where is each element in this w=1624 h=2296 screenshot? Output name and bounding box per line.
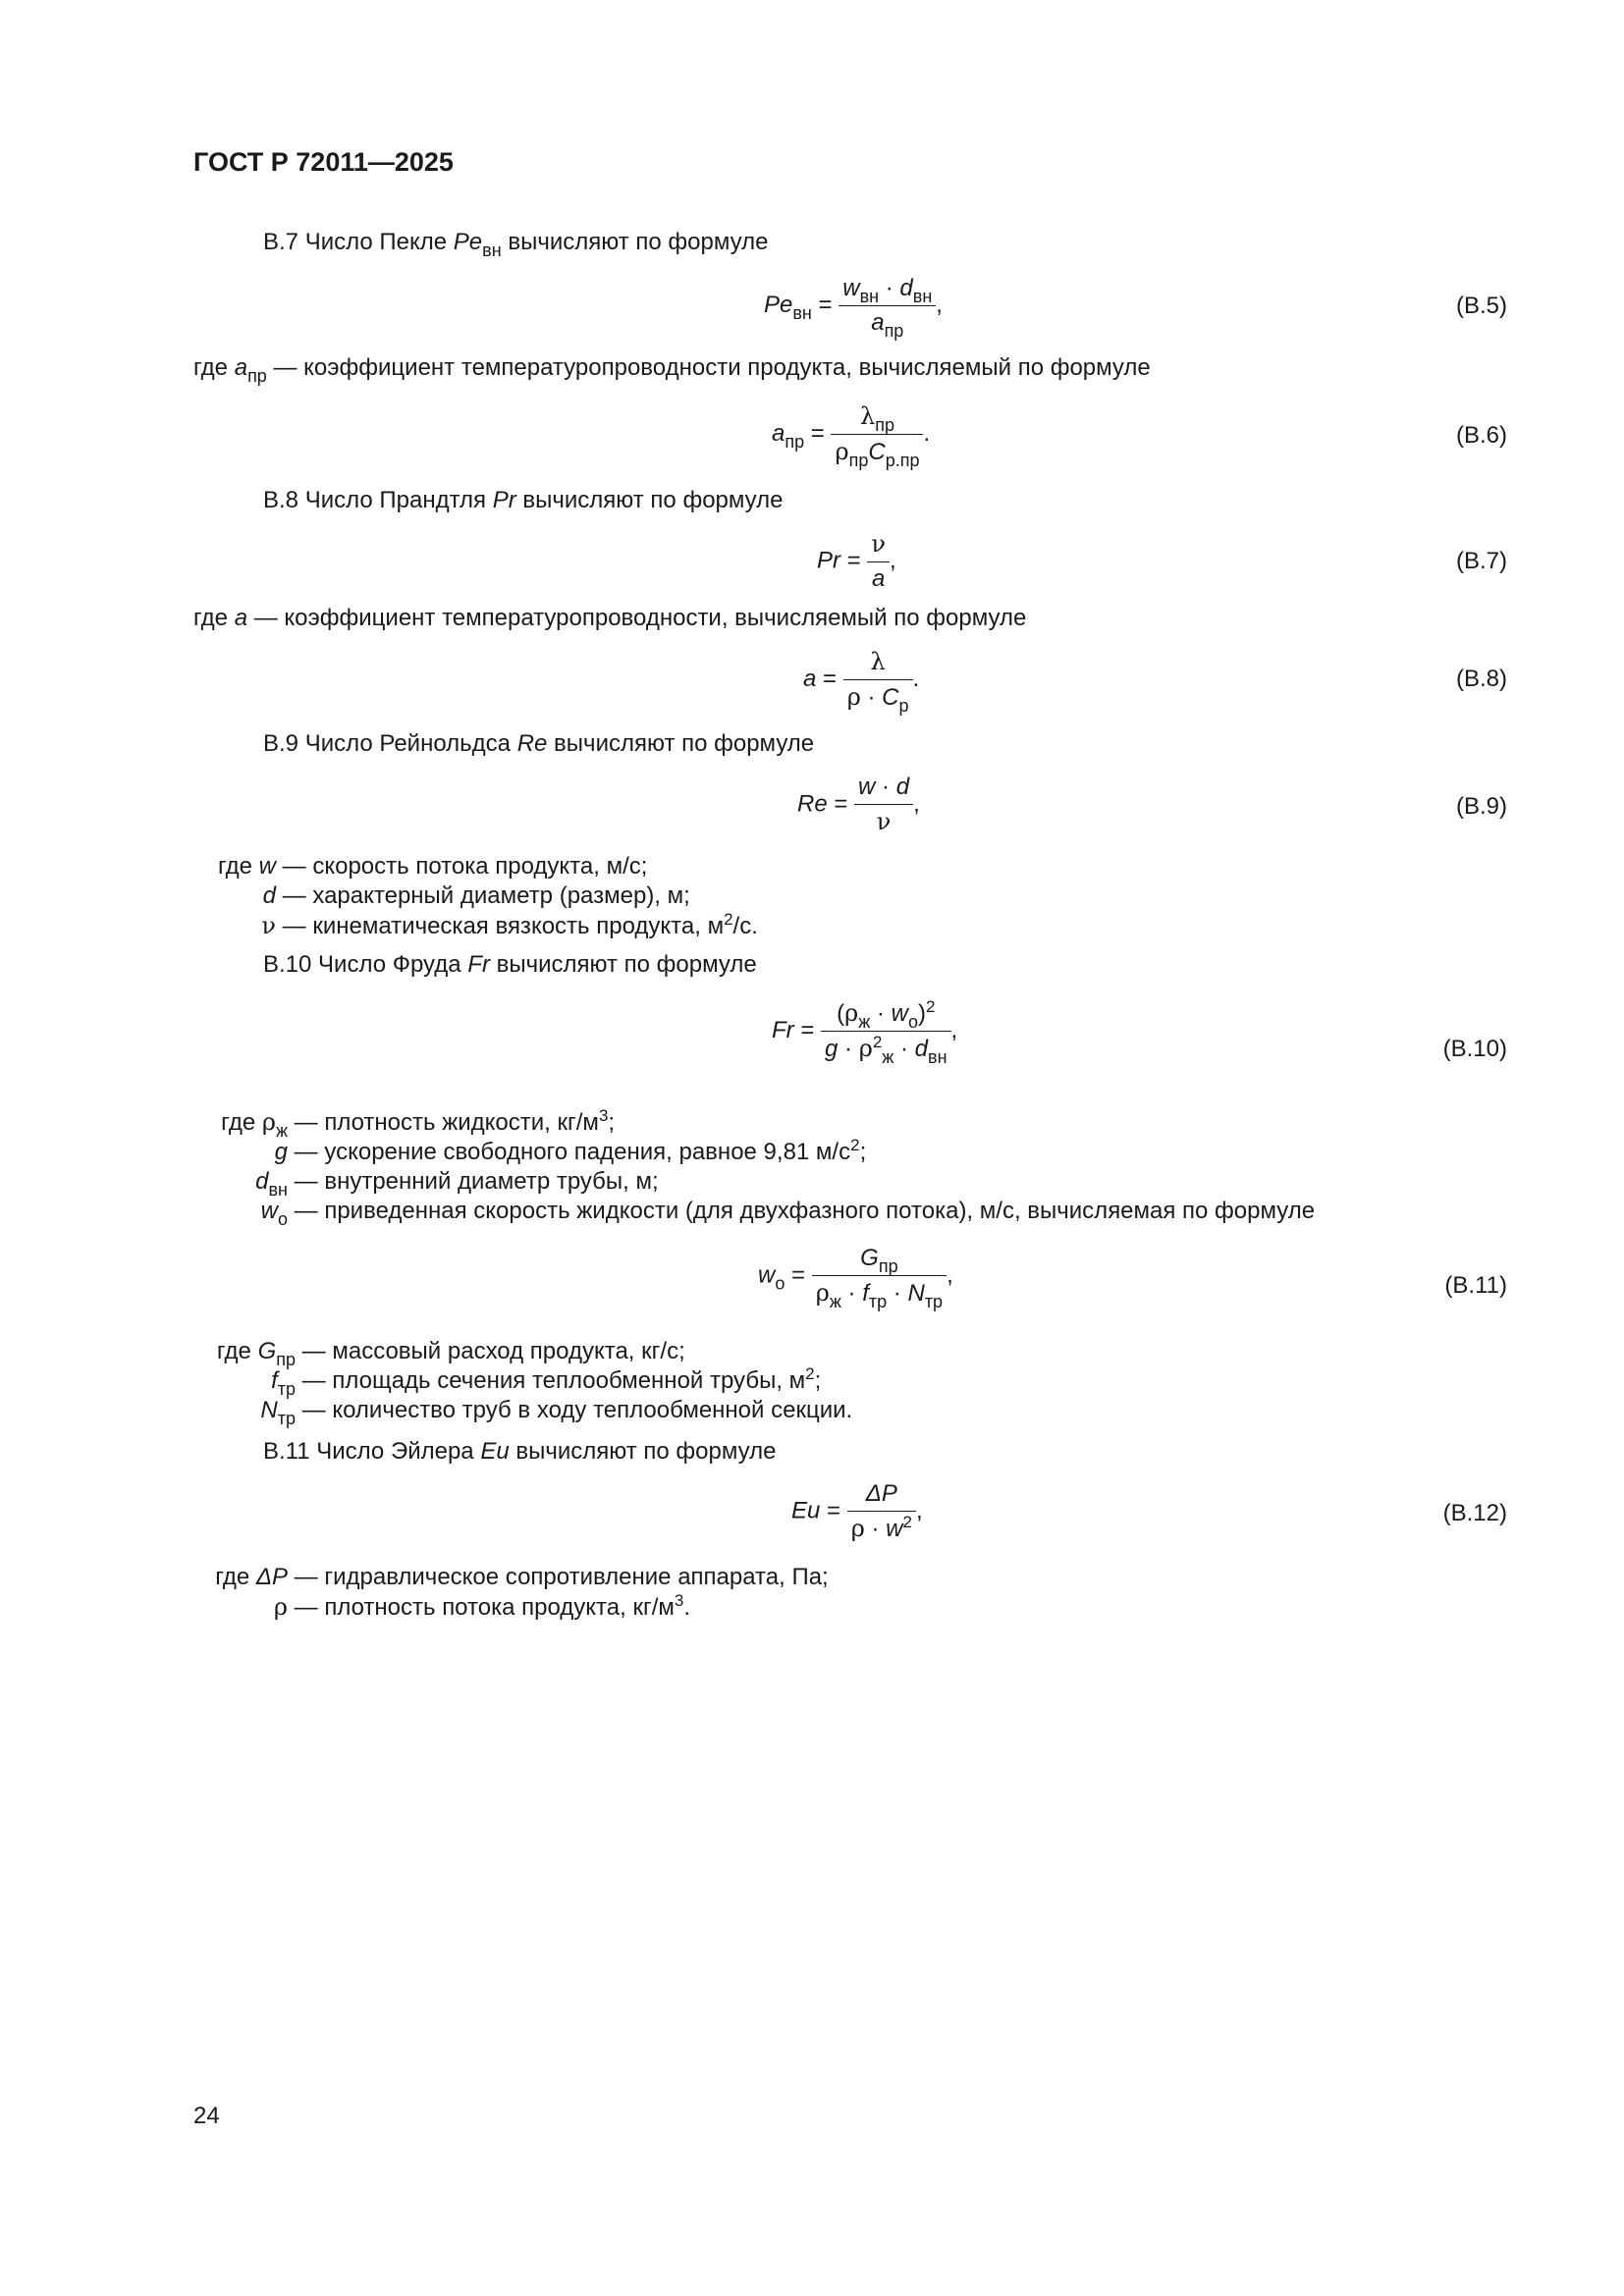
where-item-w: где w — скорость потока продукта, м/с; bbox=[217, 853, 648, 880]
formula-number-b11: (В.11) bbox=[1444, 1272, 1507, 1299]
where-a-pr: где $a_{пр}$ — коэффициент температуропроводности продукта, вычисляемый по формуле bbox=[193, 354, 1151, 386]
where-item-g-pr: где $G_{пр}$ — массовый расход продукта, кг/с; bbox=[216, 1338, 685, 1369]
formula-number-b10: (В.10) bbox=[1442, 1036, 1507, 1062]
where-item-g: g — ускорение свободного падения, равное 9,81 $м/с^2$; bbox=[274, 1136, 867, 1165]
where-item-w-o: $w_о$ — приведенная скорость жидкости (для двухфазного потока), м/с, вычисляемая по формуле bbox=[260, 1198, 1316, 1229]
where-rho-list bbox=[193, 1106, 1316, 1229]
where-item-delta-p: где ΔP — гидравлическое сопротивление аппарата, Па; bbox=[215, 1564, 829, 1590]
where-item-rho: ρ — плотность потока продукта, $кг/м^3$. bbox=[273, 1591, 691, 1621]
formula-number-b5: (В.5) bbox=[1455, 293, 1507, 319]
formula-number-b12: (В.12) bbox=[1442, 1500, 1507, 1526]
formula-b8: a = $\frac{\lambda}{\rho \cdot C_р}$ . bbox=[803, 648, 920, 716]
section-b10-intro: В.10 Число Фруда Fr вычисляют по формуле bbox=[263, 951, 757, 978]
formula-number-b9: (В.9) bbox=[1455, 793, 1507, 820]
section-b11-intro: В.11 Число Эйлера Eu вычисляют по формуле bbox=[263, 1438, 777, 1465]
section-b7-intro: В.7 Число Пекле $Pe_{вн}$ вычисляют по формуле bbox=[263, 229, 769, 260]
formula-b11: $w_о$ = $\frac{G_{пр}}{\rho_ж \cdot f_{тр} \cdot N_{тр}}$ , bbox=[758, 1245, 953, 1311]
formula-b6: $a_{пр}$ = $\frac{\lambda_{пр}}{\rho_{пр}C_{р.пр}}$ . bbox=[772, 402, 931, 470]
where-item-f-tr: $f_{тр}$ — площадь сечения теплообменной трубы, $м^2$; bbox=[271, 1364, 822, 1399]
where-item-d: d — характерный диаметр (размер), м; bbox=[262, 882, 690, 909]
formula-b9: Re = $\frac{w \cdot d}{\nu}$ , bbox=[797, 774, 920, 835]
formula-number-b6: (В.6) bbox=[1455, 422, 1507, 449]
formula-b7: Pr = $\frac{\nu}{a}$ , bbox=[817, 530, 896, 592]
where-item-nu: ν — кинематическая вязкость продукта, $м^2/с$. bbox=[261, 910, 758, 939]
formula-b12: Eu = $\frac{\Delta P}{\rho \cdot w^2}$ , bbox=[791, 1480, 923, 1542]
where-g-list bbox=[193, 1337, 853, 1428]
where-item-d-vn: $d_{вн}$ — внутренний диаметр трубы, м; bbox=[255, 1168, 659, 1200]
formula-number-b7: (В.7) bbox=[1455, 548, 1507, 574]
section-b8-intro: В.8 Число Прандтля Pr вычисляют по формуле bbox=[263, 487, 784, 513]
formula-b10: Fr = $\frac{(\rho_ж \cdot w_о)^2}{g \cdot \rho^2_ж \cdot d_{вн}}$ , bbox=[772, 997, 958, 1067]
section-b9-intro: В.9 Число Рейнольдса Re вычисляют по формуле bbox=[263, 730, 815, 757]
page-number: 24 bbox=[193, 2103, 220, 2129]
where-item-n-tr: $N_{тр}$ — количество труб в ходу теплообменной секции. bbox=[260, 1397, 853, 1428]
where-dp-list bbox=[193, 1563, 829, 1623]
where-item-rho-zh: где $\rho_ж$ — плотность жидкости, $кг/м^3$; bbox=[221, 1106, 616, 1141]
formula-b5: $Pe_{вн}$ = $\frac{w_{вн} \cdot d_{вн}}{a_{пр}}$ , bbox=[764, 275, 943, 341]
formula-number-b8: (В.8) bbox=[1455, 666, 1507, 692]
where-w-list bbox=[193, 852, 758, 941]
document-header: ГОСТ Р 72011—2025 bbox=[193, 147, 454, 177]
where-a: где a — коэффициент температуропроводности, вычисляемый по формуле bbox=[193, 605, 1027, 631]
